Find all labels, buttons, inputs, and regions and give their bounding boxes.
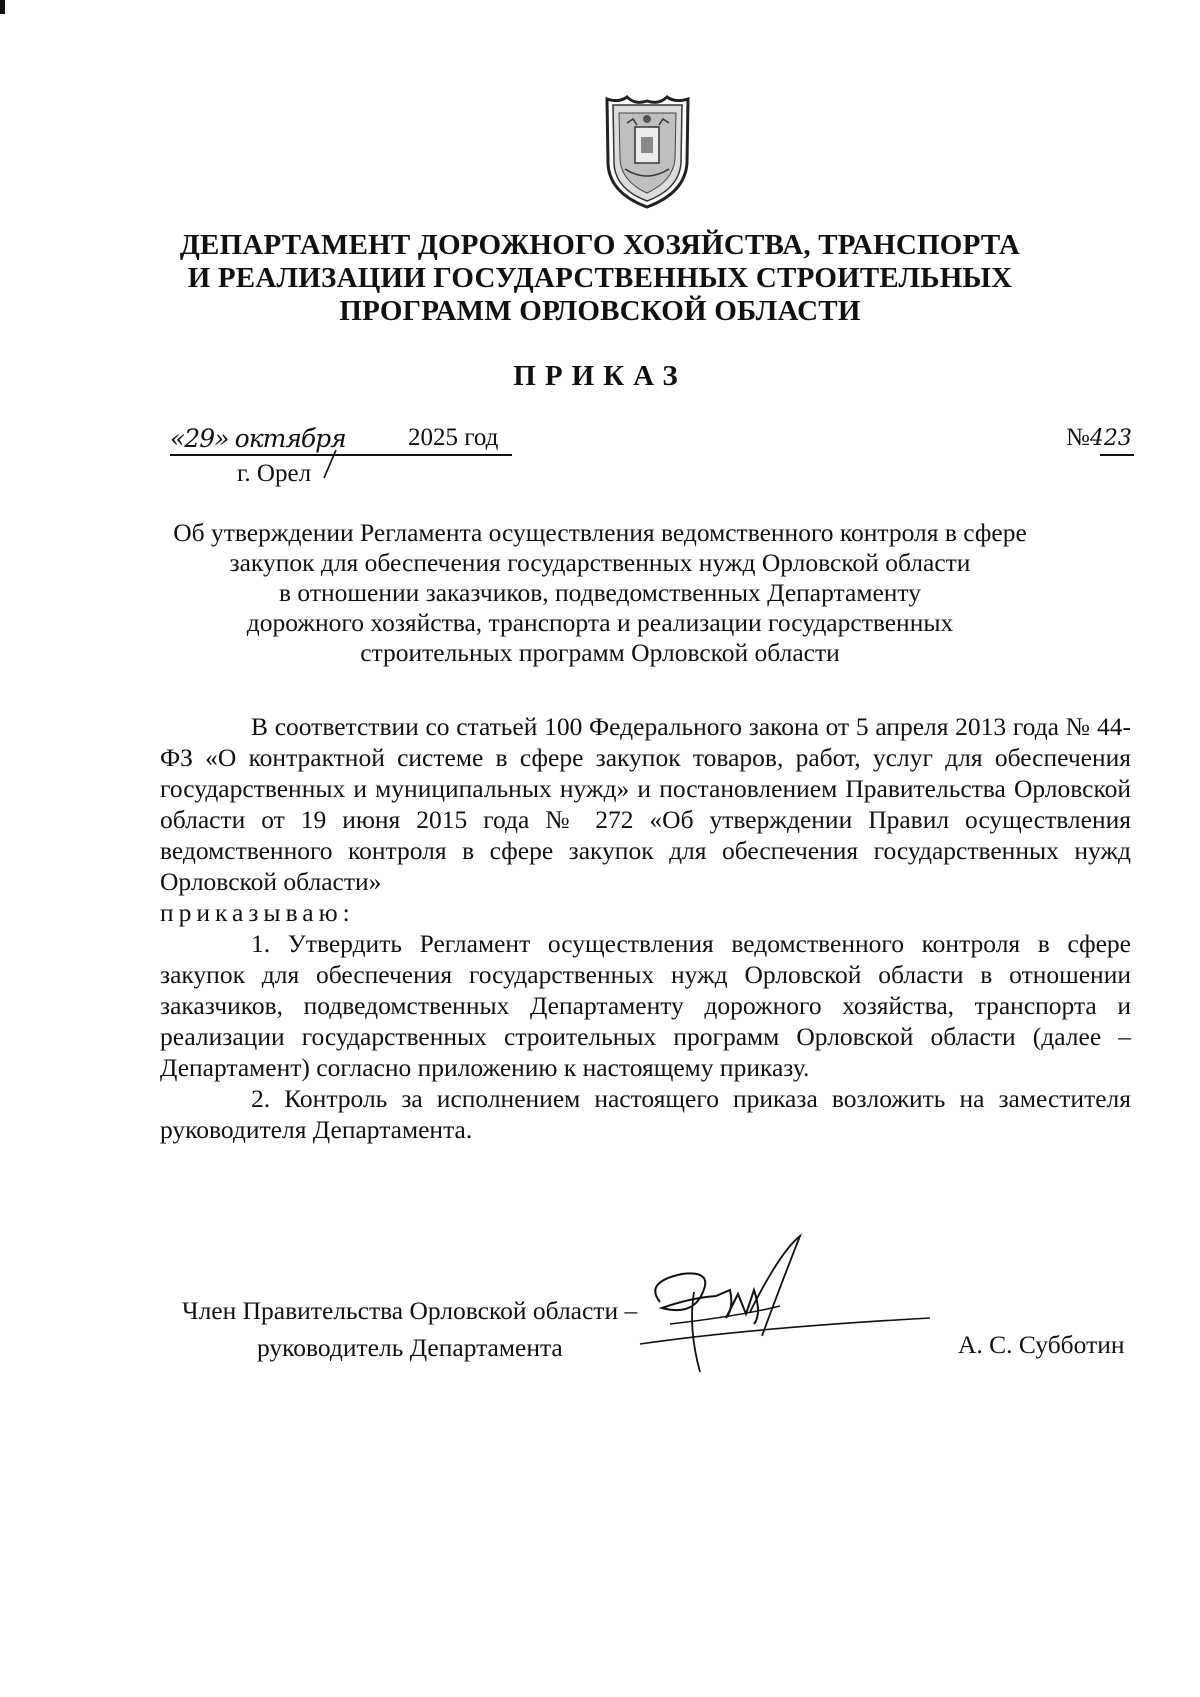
position-line: Член Правительства Орловской области – <box>182 1296 638 1325</box>
order-number <box>1066 424 1132 452</box>
order-word: приказываю: <box>160 898 355 927</box>
order-body <box>160 711 1131 1145</box>
order-date <box>170 424 499 454</box>
date-year: 2025 год <box>408 424 499 451</box>
coat-of-arms-icon <box>599 93 696 211</box>
subject-line: закупок для обеспечения государственных нужд Орловской области <box>229 548 971 577</box>
city: г. Орел <box>237 460 312 487</box>
subject-line: дорожного хозяйства, транспорта и реализации государственных <box>246 608 954 637</box>
order-subject <box>160 518 1040 668</box>
preamble-paragraph: В соответствии со статьей 100 Федерального закона от 5 апреля 2013 года № 44-ФЗ «О контрактной системе в сфере закупок товаров, работ, услуг для обеспечения государственных и муниципальных нужд» и постановлением Правительства Орловской области от 19 июня 2015 года № 272 «Об утверждении Правил осуществления ведомственного контроля в сфере закупок для обеспечения государственных нужд Орловской области» <box>160 712 1131 896</box>
org-title-line: И РЕАЛИЗАЦИИ ГОСУДАРСТВЕННЫХ СТРОИТЕЛЬНЫХ <box>187 262 1013 294</box>
pen-mark <box>322 448 338 480</box>
org-title-line: ДЕПАРТАМЕНТ ДОРОЖНОГО ХОЗЯЙСТВА, ТРАНСПОРТА <box>179 229 1021 261</box>
date-month: октября <box>234 424 346 453</box>
document-type: ПРИКАЗ <box>513 360 687 392</box>
subject-line: строительных программ Орловской области <box>360 638 840 667</box>
date-day: «29» <box>170 424 229 453</box>
date-underline <box>170 454 512 456</box>
position-line: руководитель Департамента <box>257 1333 563 1362</box>
organization-title <box>150 229 1050 328</box>
subject-line: Об утверждении Регламента осуществления ведомственного контроля в сфере <box>173 518 1027 547</box>
number-value: 423 <box>1089 426 1132 451</box>
handwritten-signature <box>630 1232 940 1382</box>
subject-line: в отношении заказчиков, подведомственных Департаменту <box>279 578 921 607</box>
org-title-line: ПРОГРАММ ОРЛОВСКОЙ ОБЛАСТИ <box>339 295 861 327</box>
number-label: № <box>1066 424 1090 451</box>
number-underline <box>1100 454 1134 456</box>
signatory-position <box>182 1292 637 1366</box>
order-item-1: 1. Утвердить Регламент осуществления ведомственного контроля в сфере закупок для обеспечения государственных нужд Орловской области в отношении заказчиков, подведомственных Департаменту дорожного хозяйства, транспорта и реализации государственных строительных программ Орловской области (далее – Департамент) согласно приложению к настоящему приказу. <box>160 929 1131 1082</box>
signatory-name: А. С. Субботин <box>958 1330 1125 1359</box>
scan-mark <box>0 0 5 14</box>
order-item-2: 2. Контроль за исполнением настоящего приказа возложить на заместителя руководителя Департамента. <box>160 1084 1131 1144</box>
